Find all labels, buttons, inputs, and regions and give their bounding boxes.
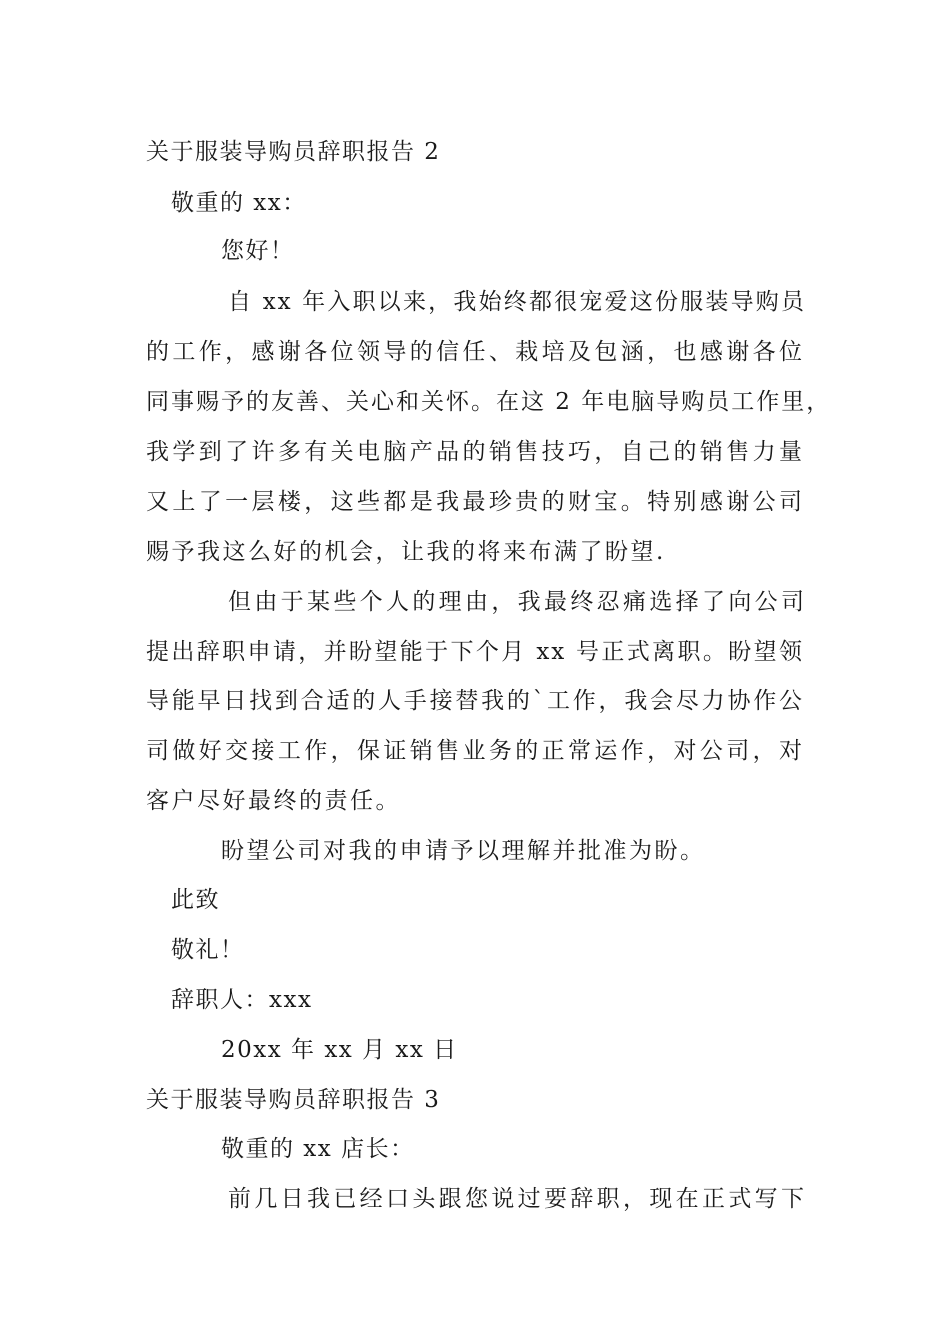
paragraph-line: 盼望公司对我的申请予以理解并批准为盼。	[221, 838, 706, 864]
salutation: 敬重的 xx 店长：	[221, 1136, 415, 1162]
signer: 辞职人：xxx	[171, 987, 313, 1013]
paragraph-line: 我学到了许多有关电脑产品的销售技巧，自己的销售力量	[146, 439, 804, 465]
section-title: 关于服装导购员辞职报告 2	[146, 139, 441, 165]
paragraph-line: 前几日我已经口头跟您说过要辞职，现在正式写下	[228, 1186, 806, 1212]
paragraph-line: 导能早日找到合适的人手接替我的`工作，我会尽力协作公	[146, 688, 804, 714]
paragraph-line: 司做好交接工作，保证销售业务的正常运作，对公司，对	[146, 738, 804, 764]
greeting: 您好！	[221, 238, 295, 264]
section-title: 关于服装导购员辞职报告 3	[146, 1087, 441, 1113]
paragraph-line: 客户尽好最终的责任。	[146, 788, 401, 814]
paragraph-line: 赐予我这么好的机会，让我的将来布满了盼望.	[146, 539, 666, 565]
closing-line: 敬礼！	[171, 937, 245, 963]
paragraph-line: 提出辞职申请，并盼望能于下个月 xx 号正式离职。盼望领	[146, 639, 804, 665]
paragraph-line: 同事赐予的友善、关心和关怀。在这 2 年电脑导购员工作里，	[146, 389, 832, 415]
date: 20xx 年 xx 月 xx 日	[221, 1037, 458, 1063]
salutation: 敬重的 xx：	[171, 190, 307, 216]
paragraph-line: 又上了一层楼，这些都是我最珍贵的财宝。特别感谢公司	[146, 489, 804, 515]
paragraph-line: 但由于某些个人的理由，我最终忍痛选择了向公司	[228, 589, 806, 615]
paragraph-line: 的工作，感谢各位领导的信任、栽培及包涵，也感谢各位	[146, 339, 804, 365]
paragraph-line: 自 xx 年入职以来，我始终都很宠爱这份服装导购员	[228, 289, 806, 315]
closing-line: 此致	[171, 887, 220, 913]
